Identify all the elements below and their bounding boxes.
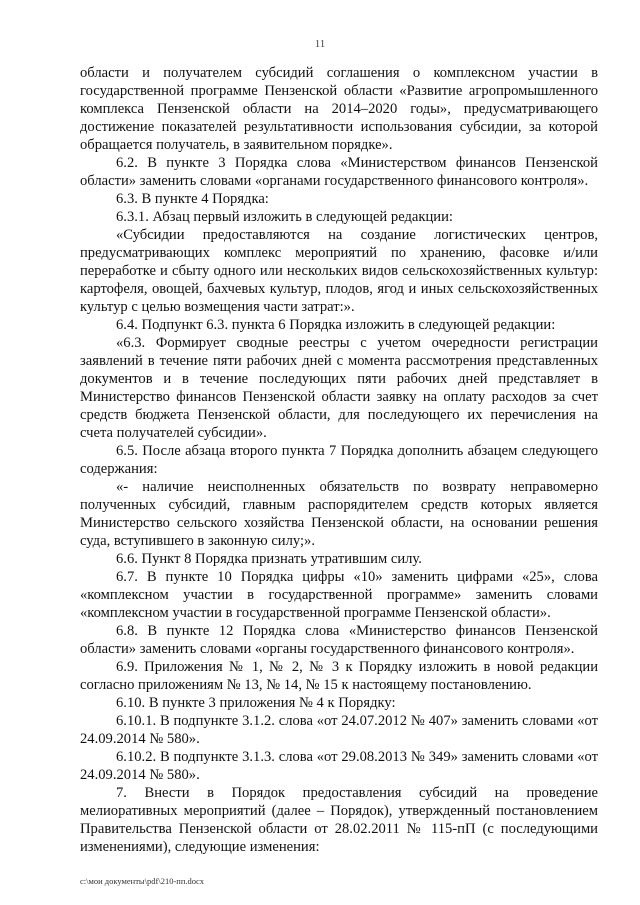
paragraph: области и получателем субсидий соглашения о комплексном участии в государственной программе Пензенской области «Развитие агропромышленного комплекса Пензенской области на 2014–2020 годы», предусматривающего достижение показателей результативности использования субсидии, за которой обращается получатель, в заявительном порядке».	[80, 65, 598, 153]
paragraph: «6.3. Формирует сводные реестры с учетом очередности регистрации заявлений в течение пяти рабочих дней с момента рассмотрения представленных документов и в течение последующих пяти рабочих дней представляет в Министерство финансов Пензенской области заявку на оплату расходов за счет средств бюджета Пензенской области, для последующего их перечисления на счета получателей субсидии».	[80, 335, 598, 441]
paragraph: 6.6. Пункт 8 Порядка признать утратившим силу.	[116, 551, 422, 567]
paragraph: 6.9. Приложения № 1, № 2, № 3 к Порядку изложить в новой редакции согласно приложениям № 13, № 14, № 15 к настоящему постановлению.	[80, 659, 598, 693]
paragraph: 7. Внести в Порядок предоставления субсидий на проведение мелиоративных мероприятий (далее – Порядок), утвержденный постановлением Правительства Пензенской области от 28.02.2011 № 115-пП (с последующими изменениями), следующие изменения:	[80, 785, 598, 855]
paragraph: 6.10.1. В подпункте 3.1.2. слова «от 24.07.2012 № 407» заменить словами «от 24.09.2014 № 580».	[80, 713, 598, 747]
page-number: 11	[314, 38, 326, 50]
footer-file-path: c:\мои документы\pdf\210-пп.docx	[80, 876, 205, 886]
paragraph: 6.10. В пункте 3 приложения № 4 к Порядку:	[116, 695, 396, 711]
paragraph: 6.2. В пункте 3 Порядка слова «Министерством финансов Пензенской области» заменить словами «органами государственного финансового контроля».	[80, 155, 598, 189]
document-body	[80, 64, 598, 856]
paragraph: 6.7. В пункте 10 Порядка цифры «10» заменить цифрами «25», слова «комплексном участии в государственной программе» заменить словами «комплексном участии в государственной программе Пензенской области».	[80, 569, 598, 621]
paragraph: 6.10.2. В подпункте 3.1.3. слова «от 29.08.2013 № 349» заменить словами «от 24.09.2014 № 580».	[80, 749, 598, 783]
paragraph: «Субсидии предоставляются на создание логистических центров, предусматривающих комплекс мероприятий по хранению, фасовке и/или переработке и сбыту одного или нескольких видов сельскохозяйственных культур: картофеля, овощей, бахчевых культур, плодов, ягод и иных сельскохозяйственных культур с целью возмещения части затрат:».	[80, 227, 598, 315]
paragraph: 6.8. В пункте 12 Порядка слова «Министерство финансов Пензенской области» заменить словами «органы государственного финансового контроля».	[80, 623, 598, 657]
paragraph: 6.4. Подпункт 6.3. пункта 6 Порядка изложить в следующей редакции:	[116, 317, 556, 333]
paragraph: «- наличие неисполненных обязательств по возврату неправомерно полученных субсидий, главным распорядителем средств которых является Министерство сельского хозяйства Пензенской области, на основании решения суда, вступившего в законную силу;».	[80, 479, 598, 549]
paragraph: 6.3. В пункте 4 Порядка:	[116, 191, 269, 207]
paragraph: 6.3.1. Абзац первый изложить в следующей редакции:	[116, 209, 453, 225]
paragraph: 6.5. После абзаца второго пункта 7 Порядка дополнить абзацем следующего содержания:	[80, 443, 598, 477]
